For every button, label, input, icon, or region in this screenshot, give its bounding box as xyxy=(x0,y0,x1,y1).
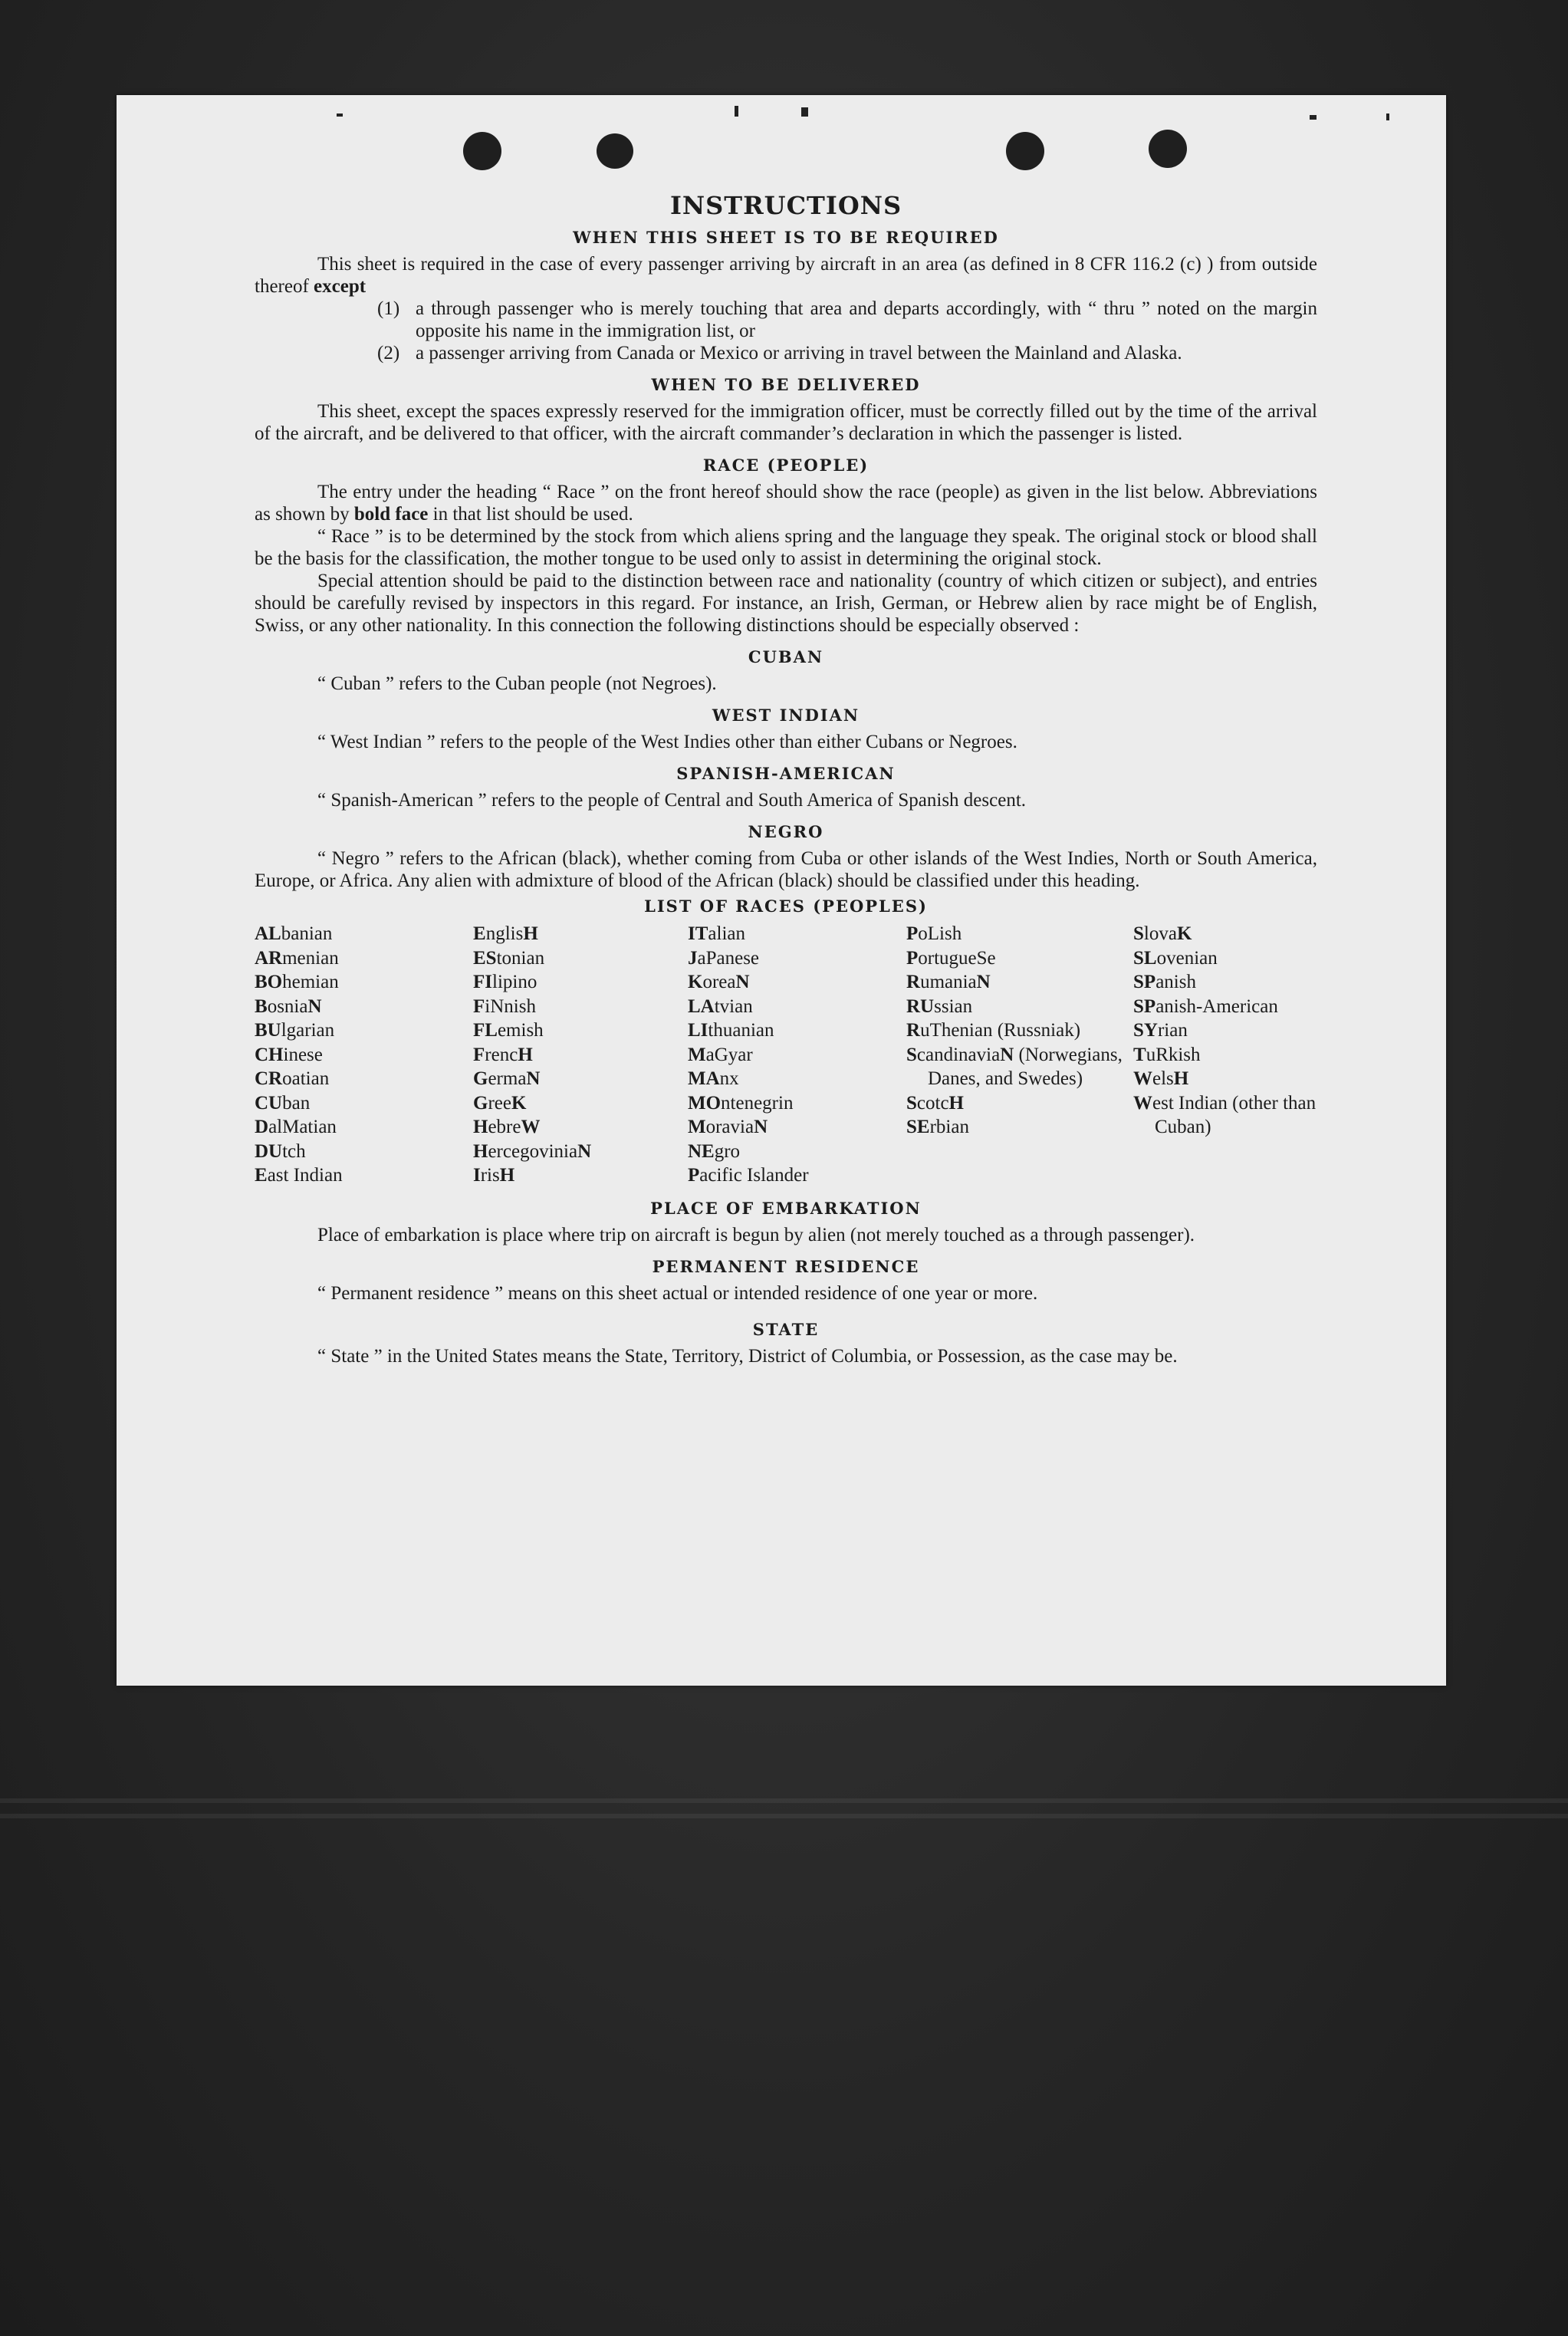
race-entry: RUssian xyxy=(906,995,973,1017)
races-column xyxy=(473,922,688,1188)
document-sheet xyxy=(117,95,1446,1686)
race-entry: WelsH xyxy=(1133,1068,1189,1089)
race-entry: GermaN xyxy=(473,1068,541,1089)
section-heading-spanish-american: SPANISH-AMERICAN xyxy=(676,764,896,783)
race-entry: EnglisH xyxy=(473,923,538,944)
race-entry: FrencH xyxy=(473,1044,533,1065)
section-heading-race: RACE (PEOPLE) xyxy=(702,456,869,475)
races-column xyxy=(255,922,473,1188)
race-entry: LIthuanian xyxy=(688,1020,774,1041)
race-entry: West Indian (other than Cuban) xyxy=(1133,1092,1317,1137)
race-entry: GreeK xyxy=(473,1092,527,1114)
scan-speck xyxy=(1310,115,1317,120)
section-heading-delivered: WHEN TO BE DELIVERED xyxy=(651,375,921,394)
race-entry: PortugueSe xyxy=(906,947,996,969)
punch-hole xyxy=(1006,132,1044,170)
races-list xyxy=(255,922,1317,1188)
race-entry: JaPanese xyxy=(688,947,760,969)
race-entry: CUban xyxy=(255,1092,311,1114)
paragraph-cuban: “ Cuban ” refers to the Cuban people (not Negroes). xyxy=(317,673,717,694)
paragraph-race-2: “ Race ” is to be determined by the stock from which aliens spring and the language they speak. The original stock or blood shall be the basis for the classification, the mother tongue to be used only to assist in determining the original stock. xyxy=(255,526,1317,569)
race-entry: PoLish xyxy=(906,923,962,944)
race-entry: SPanish xyxy=(1133,972,1196,992)
races-column xyxy=(1133,922,1317,1188)
scan-speck xyxy=(735,106,738,117)
section-heading-list-of-races: LIST OF RACES (PEOPLES) xyxy=(644,897,928,916)
race-entry: SLovenian xyxy=(1133,947,1218,969)
paragraph-embarkation: Place of embarkation is place where trip on aircraft is begun by alien (not merely touched as a through passenger). xyxy=(317,1224,1195,1245)
instructions-text xyxy=(255,191,1317,1367)
race-entry: ScotcH xyxy=(906,1092,964,1114)
race-entry: BosniaN xyxy=(255,995,322,1017)
paragraph-race-1: The entry under the heading “ Race ” on the front hereof should show the race (people) as given in the list below. Abbreviations as shown by bold face in that list should be used. xyxy=(255,482,1317,525)
race-entry: NEgro xyxy=(688,1140,741,1162)
race-entry: ARmenian xyxy=(255,947,339,969)
race-entry: RuThenian (Russniak) xyxy=(906,1020,1081,1041)
race-entry: TuRkish xyxy=(1133,1044,1201,1065)
race-entry: DalMatian xyxy=(255,1117,337,1137)
races-column xyxy=(688,922,906,1188)
punch-hole xyxy=(597,133,633,169)
race-entry: MoraviaN xyxy=(688,1117,768,1137)
race-entry: BOhemian xyxy=(255,972,339,992)
race-entry: FiNnish xyxy=(473,995,536,1017)
scan-speck xyxy=(337,114,343,117)
list-item: (2) a passenger arriving from Canada or Mexico or arriving in travel between the Mainland and Alaska. xyxy=(377,343,1182,364)
race-entry: ITalian xyxy=(688,923,745,944)
paragraph-state: “ State ” in the United States means the State, Territory, District of Columbia, or Possession, as the case may be. xyxy=(317,1345,1178,1367)
race-entry: MaGyar xyxy=(688,1044,753,1065)
paragraph-negro: “ Negro ” refers to the African (black), whether coming from Cuba or other islands of the West Indies, North or South America, Europe, or Africa. Any alien with admixture of blood of the African (black) should be classified under this heading. xyxy=(255,848,1317,891)
race-entry: DUtch xyxy=(255,1140,306,1162)
race-entry: SErbian xyxy=(906,1117,969,1137)
race-entry: SPanish-American xyxy=(1133,995,1278,1017)
race-entry: Pacific Islander xyxy=(688,1165,809,1186)
race-entry: CRoatian xyxy=(255,1068,330,1089)
punch-hole xyxy=(1149,130,1187,168)
race-entry: MOntenegrin xyxy=(688,1092,794,1114)
list-item: (1) a through passenger who is merely touching that area and departs accordingly, with “ thru ” noted on the margin opposite his name in the immigration list, or xyxy=(377,298,1317,341)
race-entry: ALbanian xyxy=(255,923,333,944)
race-entry: BUlgarian xyxy=(255,1020,335,1041)
race-entry: HercegoviniaN xyxy=(473,1140,592,1162)
race-entry: FIlipino xyxy=(473,972,537,992)
section-heading-cuban: CUBAN xyxy=(748,647,824,666)
paragraph-delivered: This sheet, except the spaces expressly reserved for the immigration officer, must be correctly filled out by the time of the arrival of the aircraft, and be delivered to that officer, with the aircraft commander’s declaration in which the passenger is listed. xyxy=(255,401,1317,444)
race-entry: HebreW xyxy=(473,1117,541,1137)
race-entry: EStonian xyxy=(473,947,545,969)
race-entry: KoreaN xyxy=(688,972,750,992)
races-column xyxy=(906,922,1133,1188)
race-entry: IrisH xyxy=(473,1165,515,1186)
race-entry: LAtvian xyxy=(688,995,753,1017)
paragraph-residence: “ Permanent residence ” means on this sheet actual or intended residence of one year or more. xyxy=(317,1282,1038,1304)
paragraph-race-3: Special attention should be paid to the distinction between race and nationality (country of which citizen or subject), and entries should be carefully revised by inspectors in this regard. For instance, an Irish, German, or Hebrew alien by race might be of English, Swiss, or any other nationality. In this connection the following distinctions should be especially observed : xyxy=(255,571,1317,636)
paragraph-spanish-american: “ Spanish-American ” refers to the people of Central and South America of Spanish descent. xyxy=(317,790,1027,811)
document-title: INSTRUCTIONS xyxy=(669,191,902,220)
paragraph-west-indian: “ West Indian ” refers to the people of the West Indies other than either Cubans or Negroes. xyxy=(317,732,1017,752)
scan-speck xyxy=(801,107,808,117)
race-entry: SlovaK xyxy=(1133,923,1192,944)
section-heading-negro: NEGRO xyxy=(748,822,824,841)
section-heading-west-indian: WEST INDIAN xyxy=(712,706,860,725)
race-entry: CHinese xyxy=(255,1044,323,1065)
race-entry: FLemish xyxy=(473,1020,544,1041)
section-heading-residence: PERMANENT RESIDENCE xyxy=(652,1256,920,1276)
race-entry: SYrian xyxy=(1133,1020,1188,1041)
race-entry: East Indian xyxy=(255,1165,343,1186)
scan-speck xyxy=(1386,114,1389,120)
section-heading-embarkation: PLACE OF EMBARKATION xyxy=(650,1198,922,1218)
race-entry: ScandinaviaN (Norwegians, Danes, and Swedes) xyxy=(906,1044,1123,1089)
section-heading-state: STATE xyxy=(752,1319,820,1339)
race-entry: RumaniaN xyxy=(906,972,991,992)
paragraph-required: This sheet is required in the case of every passenger arriving by aircraft in an area (as defined in 8 CFR 116.2 (c) ) from outside thereof except xyxy=(255,254,1317,297)
section-heading-required: WHEN THIS SHEET IS TO BE REQUIRED xyxy=(573,228,999,247)
punch-hole xyxy=(463,132,501,170)
race-entry: MAnx xyxy=(688,1068,739,1089)
